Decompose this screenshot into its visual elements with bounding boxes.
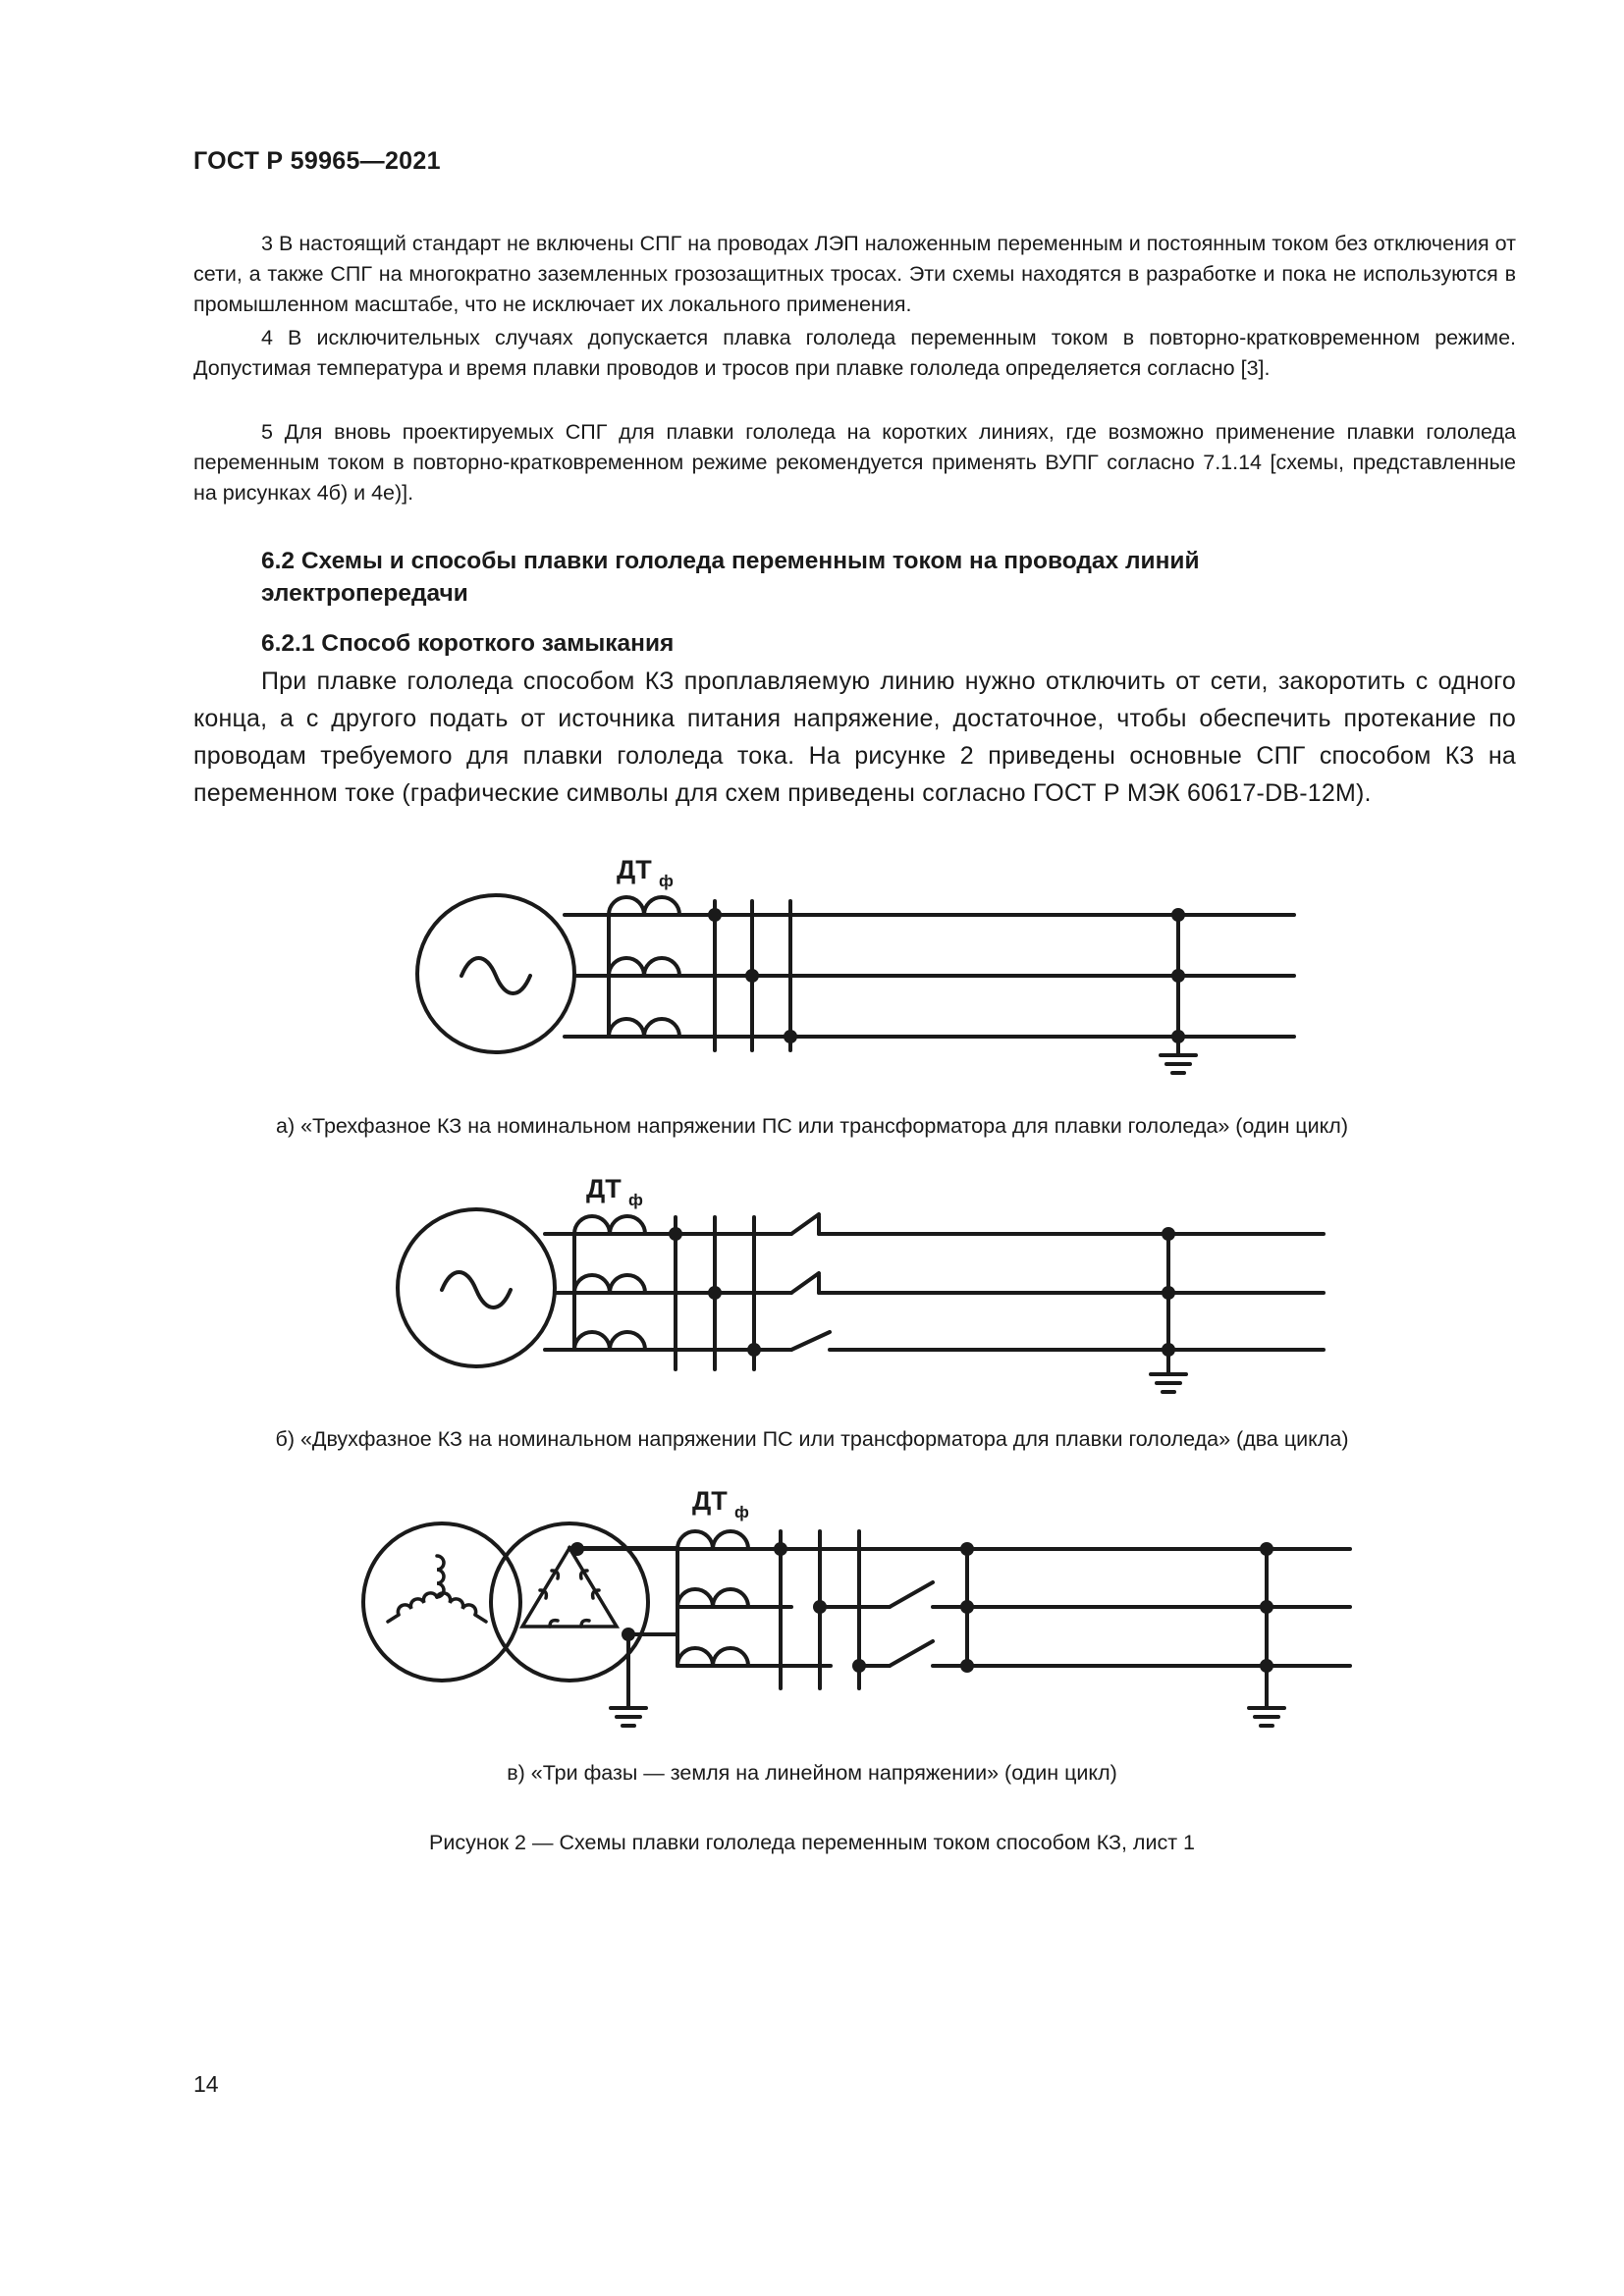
reactor-coil-icon	[677, 1648, 748, 1666]
switch-icon	[890, 1582, 933, 1666]
reactor-label: ДТ	[586, 1174, 622, 1203]
transformer-winding-1-icon	[363, 1523, 520, 1681]
figure-title: Рисунок 2 — Схемы плавки гололеда переменным током способом КЗ, лист 1	[428, 1831, 1195, 1854]
figure-caption-a: а) «Трехфазное КЗ на номинальном напряжении ПС или трансформатора для плавки гололеда» (один цикл)	[276, 1114, 1348, 1138]
delta-winding-icon	[522, 1548, 617, 1627]
reactor-coil-icon	[609, 958, 679, 976]
reactor-label: ДТ	[617, 855, 652, 884]
note-4: 4 В исключительных случаях допускается плавка гололеда переменным током в повторно-кратковременном режиме. Допустимая температура и время плавки проводов и тросов при плавке гололеда определяется согласно [3].	[193, 326, 1516, 380]
reactor-coil-icon	[677, 1589, 748, 1607]
ground-icon	[1151, 1374, 1186, 1392]
section-paragraph: При плавке гололеда способом КЗ проплавляемую линию нужно отключить от сети, закоротить с одного конца, а с другого подать от источника питания напряжение, достаточное, чтобы обеспечить протекание по проводам требуемого для плавки гололеда тока. На рисунке 2 приведены основные СПГ способом КЗ на переменном токе (графические символы для схем приведены согласно ГОСТ Р МЭК 60617-DB-12M).	[193, 667, 1516, 807]
subsection-heading: 6.2.1 Способ короткого замыкания	[261, 630, 675, 657]
diagram-b	[398, 1209, 1324, 1392]
ac-wave-icon	[442, 1272, 511, 1308]
reactor-label: ДТ	[692, 1486, 728, 1516]
ground-icon	[611, 1708, 646, 1726]
ground-icon	[1249, 1708, 1284, 1726]
ac-wave-icon	[461, 958, 530, 993]
reactor-label-subscript: ф	[659, 872, 674, 890]
note-5: 5 Для вновь проектируемых СПГ для плавки гололеда на коротких линиях, где возможно применение плавки гололеда переменным током в повторно-кратковременном режиме рекомендуется применять ВУПГ согласно 7.1.14 [схемы, представленные на рисунках 4б) и 4е)].	[193, 420, 1516, 505]
reactor-coil-icon	[609, 1019, 679, 1037]
reactor-label-subscript: ф	[734, 1503, 749, 1522]
figure-caption-c: в) «Три фазы — земля на линейном напряжении» (один цикл)	[507, 1761, 1117, 1785]
ground-icon	[1161, 1055, 1196, 1073]
reactor-label-subscript: ф	[628, 1191, 643, 1209]
diagram-c	[363, 1523, 1350, 1726]
reactor-coil-icon	[677, 1531, 748, 1549]
reactor-coil-icon	[609, 897, 679, 915]
note-3: 3 В настоящий стандарт не включены СПГ на проводах ЛЭП наложенным переменным и постоянным током без отключения от сети, а также СПГ на многократно заземленных грозозащитных тросах. Эти схемы находятся в разработке и пока не используются в промышленном масштабе, что не исключает их локального применения.	[193, 232, 1516, 316]
reactor-coil-icon	[574, 1275, 645, 1293]
star-winding-icon	[388, 1556, 486, 1622]
figure-caption-b: б) «Двухфазное КЗ на номинальном напряжении ПС или трансформатора для плавки гололеда» (два цикла)	[275, 1427, 1349, 1451]
reactor-coil-icon	[574, 1216, 645, 1234]
diagram-a	[417, 895, 1294, 1073]
document-header: ГОСТ Р 59965—2021	[193, 147, 441, 175]
page-number: 14	[193, 2071, 219, 2097]
section-heading: 6.2 Схемы и способы плавки гололеда переменным током на проводах линий электропередачи	[261, 548, 1200, 607]
reactor-coil-icon	[574, 1332, 645, 1350]
